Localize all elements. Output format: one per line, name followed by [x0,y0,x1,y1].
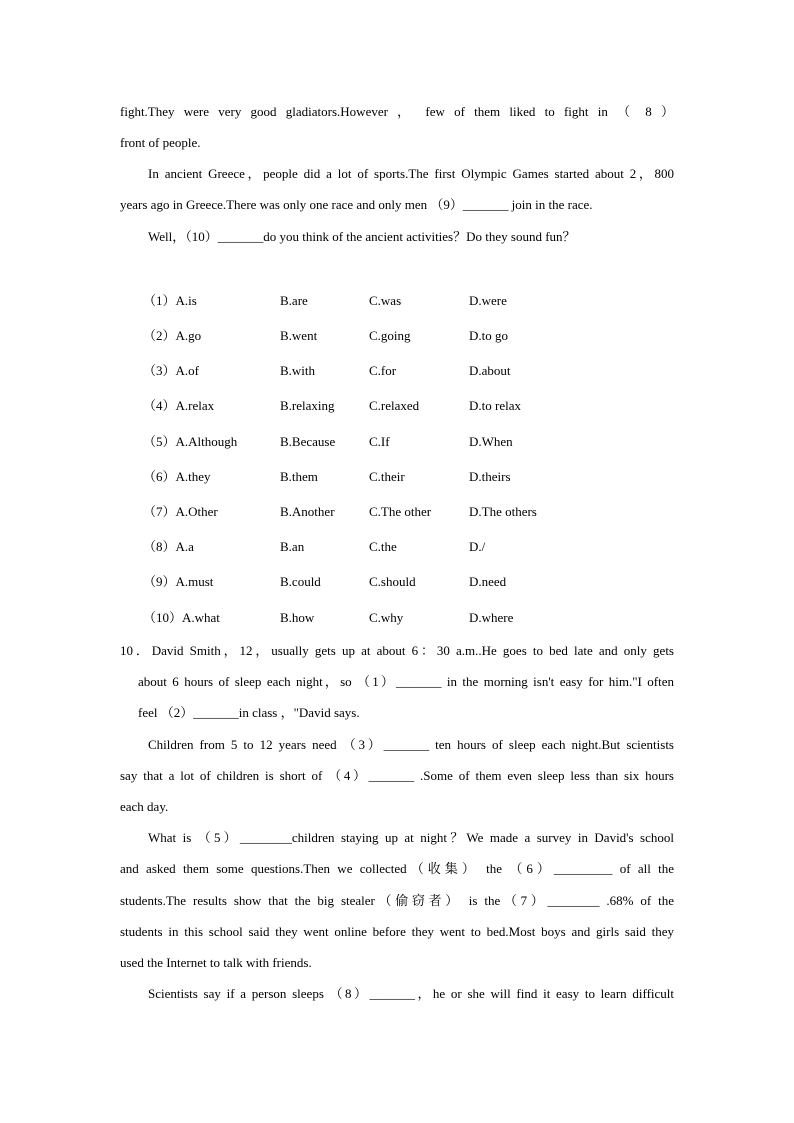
option-a: （8）A.a [143,539,194,554]
q10-line-3: feel （2）_______in class ，"David says. [138,705,360,720]
option-d: D.theirs [469,469,511,484]
q10-line-2: about 6 hours of sleep each night，so （1）_______ in the morning isn't easy for him."I often [138,674,674,689]
q10-line-1: 10．David Smith，12，usually gets up at about 6：30 a.m..He goes to bed late and only gets [120,643,674,658]
option-c: C.relaxed [369,398,420,413]
q10-line-5: say that a lot of children is short of （4）_______ .Some of them even sleep less than six hours [120,768,674,783]
option-c: C.why [369,610,404,625]
option-a: （6）A.they [143,469,211,484]
option-b: B.are [280,293,308,308]
option-c: C.If [369,434,390,449]
option-c: C.was [369,293,402,308]
option-a: （1）A.is [143,293,197,308]
option-a: （10）A.what [143,610,220,625]
option-b: B.Because [280,434,336,449]
option-c: C.should [369,574,416,589]
option-c: C.going [369,328,411,343]
option-d: D.When [469,434,513,449]
option-b: B.them [280,469,318,484]
q10-line-4: Children from 5 to 12 years need （3）_______ ten hours of sleep each night.But scientists [148,737,674,752]
option-c: C.for [369,363,397,378]
option-a: （3）A.of [143,363,199,378]
option-a: （2）A.go [143,328,202,343]
passage1-line-4: years ago in Greece.There was only one race and only men （9）_______ join in the race. [120,197,593,212]
passage1-line-1: fight.They were very good gladiators.However ， few of them liked to fight in （ 8 ） [120,104,674,119]
option-a: （5）A.Although [143,434,238,449]
option-b: B.with [280,363,316,378]
option-c: C.The other [369,504,432,519]
option-d: D.to relax [469,398,521,413]
option-d: D.The others [469,504,537,519]
passage1-line-2: front of people. [120,135,201,150]
option-a: （4）A.relax [143,398,215,413]
q10-line-8: and asked them some questions.Then we collected（收集） the （6）_________ of all the [120,861,674,876]
option-b: B.could [280,574,321,589]
option-b: B.how [280,610,315,625]
option-d: D.were [469,293,507,308]
q10-line-9: students.The results show that the big stealer（偷窃者） is the（7）________ .68% of the [120,893,674,908]
q10-line-11: used the Internet to talk with friends. [120,955,312,970]
q10-line-6: each day. [120,799,169,814]
option-a: （9）A.must [143,574,214,589]
option-d: D.where [469,610,514,625]
option-c: C.the [369,539,397,554]
option-b: B.relaxing [280,398,335,413]
option-a: （7）A.Other [143,504,218,519]
q10-line-12: Scientists say if a person sleeps （8）_______，he or she will find it easy to learn difficult [148,986,674,1001]
option-b: B.Another [280,504,335,519]
option-c: C.their [369,469,405,484]
q10-line-10: students in this school said they went online before they went to bed.Most boys and girls said they [120,924,674,939]
option-b: B.an [280,539,305,554]
option-d: D./ [469,539,486,554]
passage1-line-5: Well，（10）_______do you think of the ancient activities？Do they sound fun？ [148,229,576,244]
option-d: D.about [469,363,511,378]
q10-line-7: What is （5）________children staying up at night？We made a survey in David's school [148,830,674,845]
option-b: B.went [280,328,318,343]
passage1-line-3: In ancient Greece，people did a lot of sports.The first Olympic Games started about 2，800 [148,166,674,181]
option-d: D.to go [469,328,508,343]
option-d: D.need [469,574,507,589]
